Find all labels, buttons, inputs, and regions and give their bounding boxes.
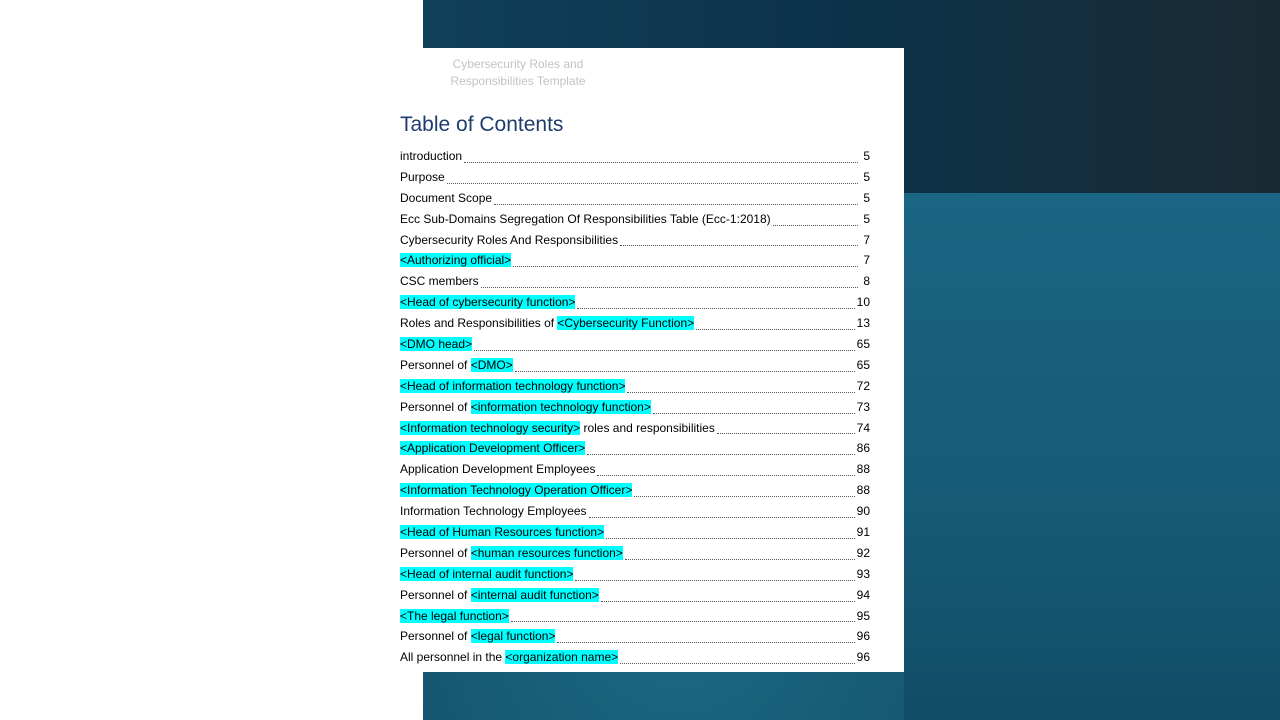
toc-entry[interactable]: [400, 504, 870, 525]
toc-entry[interactable]: [400, 149, 870, 170]
toc-dot-leader: [474, 350, 855, 351]
toc-page-number: 73: [856, 399, 870, 414]
toc-entry[interactable]: [400, 567, 870, 588]
toc-dot-leader: [627, 392, 854, 393]
toc-dot-leader: [653, 413, 855, 414]
toc-entry-text: introduction: [400, 149, 463, 163]
toc-entry[interactable]: [400, 462, 870, 483]
toc-dot-leader: [515, 371, 855, 372]
toc-dot-leader: [634, 496, 854, 497]
toc-dot-leader: [447, 183, 858, 184]
toc-entry-label: [400, 567, 573, 581]
toc-entry-placeholder: <information technology function>: [470, 399, 651, 414]
toc-entry[interactable]: [400, 483, 870, 504]
toc-entry-placeholder: <The legal function>: [400, 608, 509, 623]
toc-dot-leader: [575, 580, 854, 581]
toc-page-number: 7: [863, 253, 870, 268]
toc-entry[interactable]: [400, 546, 870, 567]
toc-entry[interactable]: [400, 274, 870, 295]
toc-entry-placeholder: <Head of internal audit function>: [400, 566, 574, 581]
toc-entry-label: [400, 629, 555, 643]
toc-entry-label: [400, 650, 618, 664]
toc-page-number: 95: [856, 608, 870, 623]
toc-entry-placeholder: <Head of Human Resources function>: [400, 525, 605, 540]
toc-dot-leader: [587, 454, 854, 455]
toc-page-number: 94: [856, 587, 870, 602]
toc-entry-label: [400, 588, 599, 602]
toc-entry-placeholder: <Cybersecurity Function>: [557, 316, 695, 331]
toc-dot-leader: [606, 538, 855, 539]
page-header: [436, 56, 600, 90]
toc-dot-leader: [511, 621, 855, 622]
toc-entry[interactable]: [400, 170, 870, 191]
toc-page-number: 88: [856, 483, 870, 498]
toc-entry[interactable]: [400, 441, 870, 462]
toc-entry-text: Document Scope: [400, 190, 493, 205]
toc-entry-placeholder: <Head of information technology function>: [400, 378, 626, 393]
toc-page-number: 74: [856, 420, 870, 435]
toc-dot-leader: [717, 433, 855, 434]
toc-entry-text: Personnel of: [400, 545, 471, 560]
toc-entry[interactable]: [400, 358, 870, 379]
toc-page-number: 72: [856, 378, 870, 393]
toc-dot-leader: [513, 266, 858, 267]
toc-entry-label: [400, 295, 575, 309]
toc-entry-label: [400, 212, 771, 226]
toc-entry-label: [400, 400, 651, 414]
toc-entry-label: [400, 609, 509, 623]
toc-entry-label: [400, 274, 479, 288]
toc-dot-leader: [589, 517, 855, 518]
toc-entry-placeholder: <Information technology security>: [400, 420, 581, 435]
toc-entry-text: CSC members: [400, 274, 479, 289]
background-right-band: [904, 193, 1280, 720]
toc-entry[interactable]: [400, 400, 870, 421]
toc-entry-placeholder: <Application Development Officer>: [400, 441, 586, 456]
toc-entry-label: [400, 462, 595, 476]
toc-entry-label: [400, 337, 472, 351]
toc-entry[interactable]: [400, 379, 870, 400]
toc-entry-label: [400, 253, 511, 267]
toc-page-number: 5: [863, 211, 870, 226]
toc-page-number: 65: [856, 337, 870, 352]
toc-entry[interactable]: [400, 337, 870, 358]
toc-entry-label: [400, 441, 585, 455]
toc-entry-placeholder: <DMO head>: [400, 337, 473, 352]
toc-entry-label: [400, 358, 513, 372]
toc-entry[interactable]: [400, 609, 870, 630]
toc-entry-placeholder: <organization name>: [505, 650, 619, 665]
toc-dot-leader: [557, 642, 854, 643]
toc-entry-placeholder: <Information Technology Operation Officer>: [400, 483, 633, 498]
toc-entry-label: [400, 379, 625, 393]
toc-entry[interactable]: [400, 588, 870, 609]
toc-entry-label: [400, 504, 587, 518]
toc-entry-text: Personnel of: [400, 357, 471, 372]
toc-entry-label: [400, 316, 694, 330]
toc-page-number: 91: [856, 525, 870, 540]
toc-entry-label: [400, 191, 492, 205]
toc-entry-label: [400, 233, 618, 247]
toc-entry-label: [400, 525, 604, 539]
toc-entry-placeholder: <Authorizing official>: [400, 253, 512, 268]
toc-page-number: 90: [856, 504, 870, 519]
toc-entry-text: Roles and Responsibilities of: [400, 316, 558, 331]
toc-dot-leader: [696, 329, 854, 330]
toc-page-number: 93: [856, 566, 870, 581]
toc-entry-label: [400, 170, 445, 184]
toc-entry[interactable]: [400, 191, 870, 212]
toc-entry-text: Ecc Sub-Domains Segregation Of Responsibilities Table (Ecc-1:2018): [400, 211, 771, 226]
toc-entry[interactable]: [400, 316, 870, 337]
toc-entry-text: Personnel of: [400, 629, 471, 644]
header-line-1: Cybersecurity Roles and: [452, 57, 584, 71]
toc-entry[interactable]: [400, 650, 870, 671]
toc-dot-leader: [464, 162, 858, 163]
toc-entry[interactable]: [400, 525, 870, 546]
toc-dot-leader: [597, 475, 854, 476]
toc-entry[interactable]: [400, 253, 870, 274]
toc-title: Table of Contents: [400, 113, 564, 136]
toc-page-number: 8: [863, 274, 870, 289]
toc-entry-placeholder: <Head of cybersecurity function>: [400, 295, 576, 310]
toc-entry-text: roles and responsibilities: [580, 420, 715, 435]
toc-entry-label: [400, 483, 632, 497]
toc-entry-text: Information Technology Employees: [400, 504, 587, 519]
toc-entry-placeholder: <legal function>: [470, 629, 556, 644]
toc-entry-text: Cybersecurity Roles And Responsibilities: [400, 232, 619, 247]
toc-dot-leader: [601, 601, 855, 602]
toc-page-number: 5: [863, 169, 870, 184]
toc-page-number: 88: [856, 462, 870, 477]
toc-page-number: 96: [856, 629, 870, 644]
document-page: [388, 48, 904, 672]
toc-entry-label: [400, 149, 462, 163]
toc-page-number: 65: [856, 357, 870, 372]
toc-dot-leader: [773, 225, 858, 226]
toc-dot-leader: [577, 308, 854, 309]
toc-page-number: 7: [863, 232, 870, 247]
toc-entry-text: Purpose: [400, 169, 445, 184]
toc-entry-text: Personnel of: [400, 587, 471, 602]
toc-entry-placeholder: <internal audit function>: [470, 587, 599, 602]
header-line-2: Responsibilities Template: [450, 74, 586, 88]
toc-entry[interactable]: [400, 629, 870, 650]
toc-page-number: 13: [856, 316, 870, 331]
toc-page-number: 5: [863, 149, 870, 163]
toc-entry-placeholder: <human resources function>: [470, 545, 623, 560]
toc-dot-leader: [620, 663, 854, 664]
toc-dot-leader: [494, 204, 858, 205]
toc-page-number: 10: [856, 295, 870, 310]
toc-page-number: 92: [856, 545, 870, 560]
toc-entry[interactable]: [400, 212, 870, 233]
toc-page-number: 5: [863, 190, 870, 205]
toc-list: [400, 149, 870, 671]
toc-dot-leader: [625, 559, 855, 560]
toc-dot-leader: [481, 287, 858, 288]
toc-entry-label: [400, 546, 623, 560]
toc-entry-text: Personnel of: [400, 399, 471, 414]
toc-entry[interactable]: [400, 421, 870, 442]
toc-page-number: 96: [856, 650, 870, 665]
toc-entry-text: All personnel in the: [400, 650, 506, 665]
toc-dot-leader: [620, 245, 858, 246]
toc-page-number: 86: [856, 441, 870, 456]
toc-entry[interactable]: [400, 233, 870, 254]
toc-entry[interactable]: [400, 295, 870, 316]
toc-entry-placeholder: <DMO>: [470, 357, 513, 372]
toc-entry-label: [400, 421, 715, 435]
toc-entry-text: Application Development Employees: [400, 462, 596, 477]
